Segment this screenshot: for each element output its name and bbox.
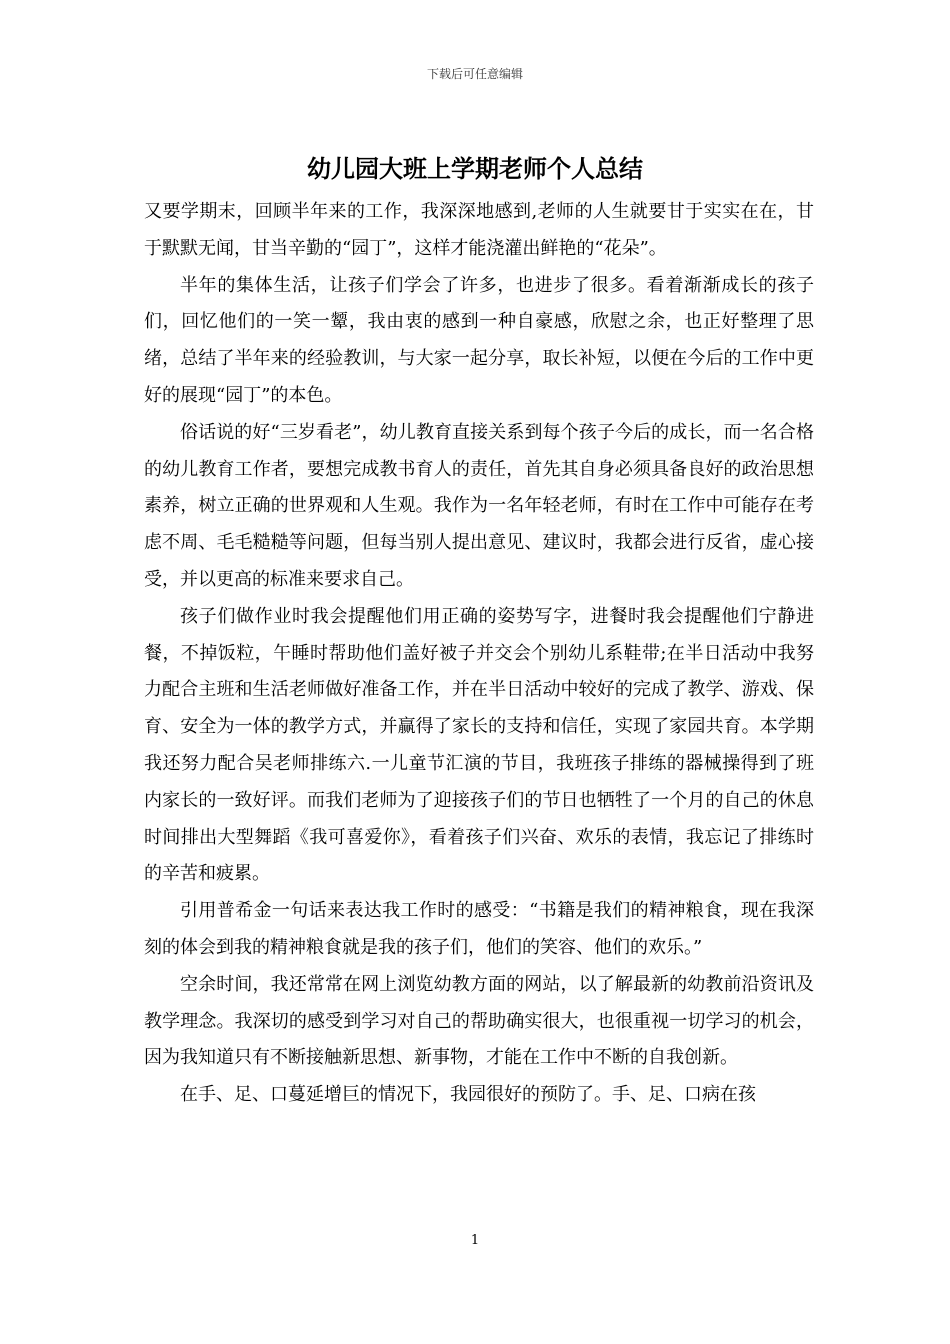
paragraph-3: 俗话说的好“三岁看老”，幼儿教育直接关系到每个孩子今后的成长，而一名合格的幼儿教育工作者，要想完成教书育人的责任，首先其自身必须具备良好的政治思想素养，树立正确的世界观和人生观。我作为一名年轻老师，有时在工作中可能存在考虑不周、毛毛糙糙等问题，但每当别人提出意见、建议时，我都会进行反省，虚心接受，并以更高的标准来要求自己。 bbox=[144, 421, 814, 590]
document-title: 幼儿园大班上学期老师个人总结 bbox=[307, 154, 643, 183]
page-number: 1 bbox=[470, 1233, 480, 1248]
paragraph-6: 空余时间，我还常常在网上浏览幼教方面的网站，以了解最新的幼教前沿资讯及教学理念。我深切的感受到学习对自己的帮助确实很大，也很重视一切学习的机会，因为我知道只有不断接触新思想、新事物，才能在工作中不断的自我创新。 bbox=[144, 973, 814, 1069]
document-body bbox=[144, 194, 814, 1114]
paragraph-2: 半年的集体生活，让孩子们学会了许多，也进步了很多。看着渐渐成长的孩子们，回忆他们的一笑一颦，我由衷的感到一种自豪感，欣慰之余，也正好整理了思绪，总结了半年来的经验教训，与大家一起分享，取长补短，以便在今后的工作中更好的展现“园丁”的本色。 bbox=[144, 274, 814, 406]
paragraph-4: 孩子们做作业时我会提醒他们用正确的姿势写字，进餐时我会提醒他们宁静进餐，不掉饭粒，午睡时帮助他们盖好被子并交会个别幼儿系鞋带;在半日活动中我努力配合主班和生活老师做好准备工作，并在半日活动中较好的完成了教学、游戏、保育、安全为一体的教学方式，并赢得了家长的支持和信任，实现了家园共育。本学期我还努力配合吴老师排练六.一儿童节汇演的节目，我班孩子排练的器械操得到了班内家长的一致好评。而我们老师为了迎接孩子们的节日也牺牲了一个月的自己的休息时间排出大型舞蹈《我可喜爱你》，看着孩子们兴奋、欢乐的表情，我忘记了排练时的辛苦和疲累。 bbox=[144, 605, 814, 885]
page-header-note: 下载后可任意编辑 bbox=[426, 67, 523, 81]
paragraph-7: 在手、足、口蔓延增巨的情况下，我园很好的预防了。手、足、口病在孩 bbox=[180, 1084, 756, 1106]
paragraph-5: 引用普希金一句话来表达我工作时的感受：“书籍是我们的精神粮食，现在我深刻的体会到我的精神粮食就是我的孩子们，他们的笑容、他们的欢乐。” bbox=[144, 900, 814, 958]
paragraph-1: 又要学期末，回顾半年来的工作，我深深地感到,老师的人生就要甘于实实在在，甘于默默无闻，甘当辛勤的“园丁”，这样才能浇灌出鲜艳的“花朵”。 bbox=[144, 201, 814, 259]
